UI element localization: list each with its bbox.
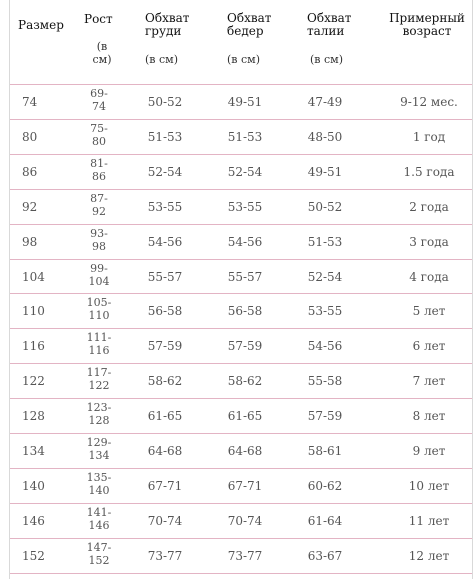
cell-height-from: 105- — [86, 296, 112, 310]
cell-chest: 50-52 — [147, 95, 183, 109]
cell-height-to: 74 — [92, 100, 106, 113]
cell-height-to: 128 — [88, 414, 110, 428]
table-row — [10, 155, 472, 190]
table-row — [10, 120, 472, 155]
cell-size: 146 — [22, 513, 45, 528]
header-height: Рост — [84, 12, 113, 26]
cell-waist: 61-64 — [307, 513, 343, 528]
cell-height-to: 80 — [92, 134, 106, 148]
cell-size: 80 — [22, 129, 38, 144]
cell-waist: 58-61 — [307, 444, 343, 458]
cell-age: 12 лет — [408, 548, 450, 563]
cell-hips: 70-74 — [227, 513, 263, 528]
cell-height-from: 111- — [86, 331, 112, 345]
cell-height-from: 123- — [86, 401, 112, 415]
header-waist: Обхват талии — [307, 11, 352, 38]
cell-size: 110 — [22, 304, 45, 319]
cell-hips: 56-58 — [227, 304, 263, 319]
cell-size: 86 — [22, 164, 38, 179]
cell-waist: 49-51 — [307, 164, 343, 179]
cell-hips: 64-68 — [227, 444, 263, 458]
cell-height-to: 98 — [92, 239, 106, 253]
cell-chest: 55-57 — [147, 269, 183, 284]
cell-height-from: 147- — [86, 540, 112, 554]
cell-age: 5 лет — [412, 304, 446, 319]
cell-hips: 55-57 — [227, 269, 263, 284]
table-header — [0, 0, 473, 84]
header-age: Примерный возраст — [389, 11, 465, 38]
cell-size: 92 — [22, 199, 38, 214]
cell-height-to: 134 — [88, 449, 110, 462]
cell-age: 6 лет — [412, 339, 446, 354]
table-row — [10, 225, 472, 260]
cell-size: 74 — [22, 95, 38, 109]
cell-size: 152 — [22, 548, 45, 563]
cell-waist: 57-59 — [307, 409, 343, 424]
cell-hips: 57-59 — [227, 339, 263, 354]
row-separator — [10, 573, 472, 574]
cell-age: 1 год — [412, 129, 446, 144]
cell-height-from: 69- — [90, 87, 108, 100]
cell-size: 140 — [22, 478, 45, 493]
header-hips: Обхват бедер — [227, 11, 272, 38]
cell-chest: 70-74 — [147, 513, 183, 528]
cell-height-to: 110 — [88, 309, 110, 323]
cell-chest: 64-68 — [147, 444, 183, 458]
cell-size: 104 — [22, 269, 45, 284]
header-size: Размер — [18, 18, 64, 32]
cell-chest: 73-77 — [147, 548, 183, 563]
cell-waist: 50-52 — [307, 199, 343, 214]
cell-waist: 55-58 — [307, 374, 343, 389]
cell-chest: 51-53 — [147, 129, 183, 144]
cell-chest: 53-55 — [147, 199, 183, 214]
cell-height-to: 152 — [88, 553, 110, 567]
table-row — [10, 364, 472, 399]
cell-hips: 53-55 — [227, 199, 263, 214]
cell-age: 7 лет — [412, 374, 446, 389]
cell-hips: 52-54 — [227, 164, 263, 179]
cell-size: 122 — [22, 374, 45, 389]
cell-height-to: 86 — [92, 169, 106, 183]
cell-waist: 52-54 — [307, 269, 343, 284]
cell-height-from: 129- — [86, 436, 112, 449]
cell-chest: 56-58 — [147, 304, 183, 319]
cell-height-from: 87- — [90, 191, 108, 205]
cell-age: 9-12 мес. — [400, 95, 458, 109]
cell-age: 10 лет — [408, 478, 450, 493]
table-row — [10, 469, 472, 504]
cell-waist: 51-53 — [307, 234, 343, 249]
cell-height-to: 122 — [88, 379, 110, 393]
cell-hips: 49-51 — [227, 95, 263, 109]
cell-age: 9 лет — [412, 444, 446, 458]
cell-height-from: 93- — [90, 226, 108, 240]
cell-chest: 54-56 — [147, 234, 183, 249]
cell-waist: 48-50 — [307, 129, 343, 144]
cell-height-from: 81- — [90, 156, 108, 170]
header-waist-unit: (в см) — [310, 53, 343, 66]
cell-height-to: 146 — [88, 518, 110, 532]
cell-age: 1.5 года — [403, 164, 455, 179]
cell-hips: 61-65 — [227, 409, 263, 424]
table-row — [10, 190, 472, 225]
cell-height-to: 116 — [88, 344, 110, 358]
table-row — [10, 260, 472, 295]
table-row — [10, 434, 472, 469]
cell-waist: 60-62 — [307, 478, 343, 493]
cell-hips: 73-77 — [227, 548, 263, 563]
header-height-unit: (в см) — [92, 40, 112, 66]
header-chest-unit: (в см) — [145, 53, 178, 66]
cell-waist: 47-49 — [307, 95, 343, 109]
cell-height-from: 135- — [86, 470, 112, 484]
cell-height-from: 117- — [86, 366, 112, 380]
cell-hips: 51-53 — [227, 129, 263, 144]
cell-size: 116 — [22, 339, 45, 354]
cell-size: 134 — [22, 444, 45, 458]
cell-height-to: 140 — [88, 483, 110, 497]
cell-age: 11 лет — [408, 513, 450, 528]
cell-hips: 58-62 — [227, 374, 263, 389]
table-row — [10, 539, 472, 574]
cell-height-from: 141- — [86, 505, 112, 519]
table-row — [10, 504, 472, 539]
cell-height-from: 75- — [90, 121, 108, 135]
cell-hips: 54-56 — [227, 234, 263, 249]
cell-chest: 52-54 — [147, 164, 183, 179]
cell-age: 2 года — [409, 199, 449, 214]
table-row — [10, 85, 472, 120]
table-row — [10, 399, 472, 434]
cell-chest: 61-65 — [147, 409, 183, 424]
cell-chest: 67-71 — [147, 478, 183, 493]
cell-waist: 54-56 — [307, 339, 343, 354]
cell-age: 8 лет — [412, 409, 446, 424]
table-row — [10, 294, 472, 329]
cell-age: 4 года — [409, 269, 449, 284]
cell-height-to: 92 — [92, 204, 106, 218]
cell-chest: 57-59 — [147, 339, 183, 354]
header-chest: Обхват груди — [145, 11, 190, 38]
cell-age: 3 года — [409, 234, 449, 249]
cell-waist: 53-55 — [307, 304, 343, 319]
cell-chest: 58-62 — [147, 374, 183, 389]
cell-height-to: 104 — [88, 274, 110, 288]
cell-size: 98 — [22, 234, 38, 249]
cell-hips: 67-71 — [227, 478, 263, 493]
cell-waist: 63-67 — [307, 548, 343, 563]
table-row — [10, 329, 472, 364]
cell-height-from: 99- — [90, 261, 108, 275]
cell-size: 128 — [22, 409, 45, 424]
header-hips-unit: (в см) — [227, 53, 260, 66]
